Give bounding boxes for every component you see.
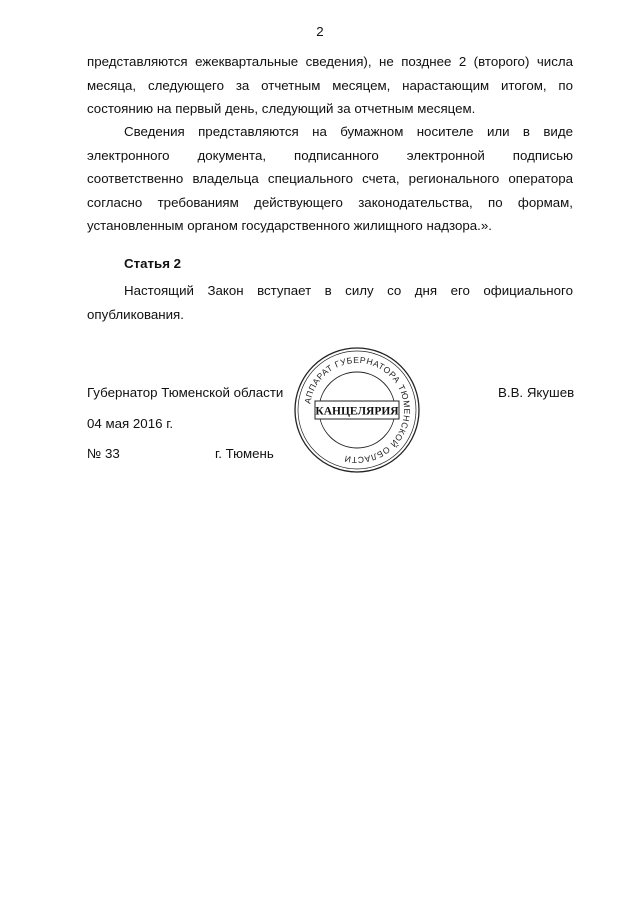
page-number: 2	[316, 24, 324, 39]
seal-ring-text: АППАРАТ ГУБЕРНАТОРА ТЮМЕНСКОЙ ОБЛАСТИ	[302, 354, 413, 466]
paragraph-continuation: представляются ежеквартальные сведения), не позднее 2 (второго) числа месяца, следующего за отчетным месяцем, нарастающим итогом, по состоянию на первый день, следующий за отчетным месяцем.	[87, 54, 573, 116]
paragraph-entry-into-force: Настоящий Закон вступает в силу со дня его официального опубликования.	[87, 283, 573, 322]
signing-city: г. Тюмень	[215, 446, 274, 461]
law-number: № 33	[87, 446, 120, 461]
seal-center-text: КАНЦЕЛЯРИЯ	[315, 405, 399, 418]
signing-date: 04 мая 2016 г.	[87, 416, 174, 431]
article-heading: Статья 2	[124, 256, 182, 271]
paragraph-submission-format: Сведения представляются на бумажном носителе или в виде электронного документа, подписанного электронной подписью соответственно владельца специального счета, регионального оператора согласно требованиям действующего законодательства, по формам, установленным органом государственного жилищного надзора.».	[87, 124, 573, 233]
governor-title: Губернатор Тюменской области	[87, 385, 284, 400]
office-seal-stamp	[293, 346, 421, 474]
governor-name: В.В. Якушев	[498, 385, 575, 400]
